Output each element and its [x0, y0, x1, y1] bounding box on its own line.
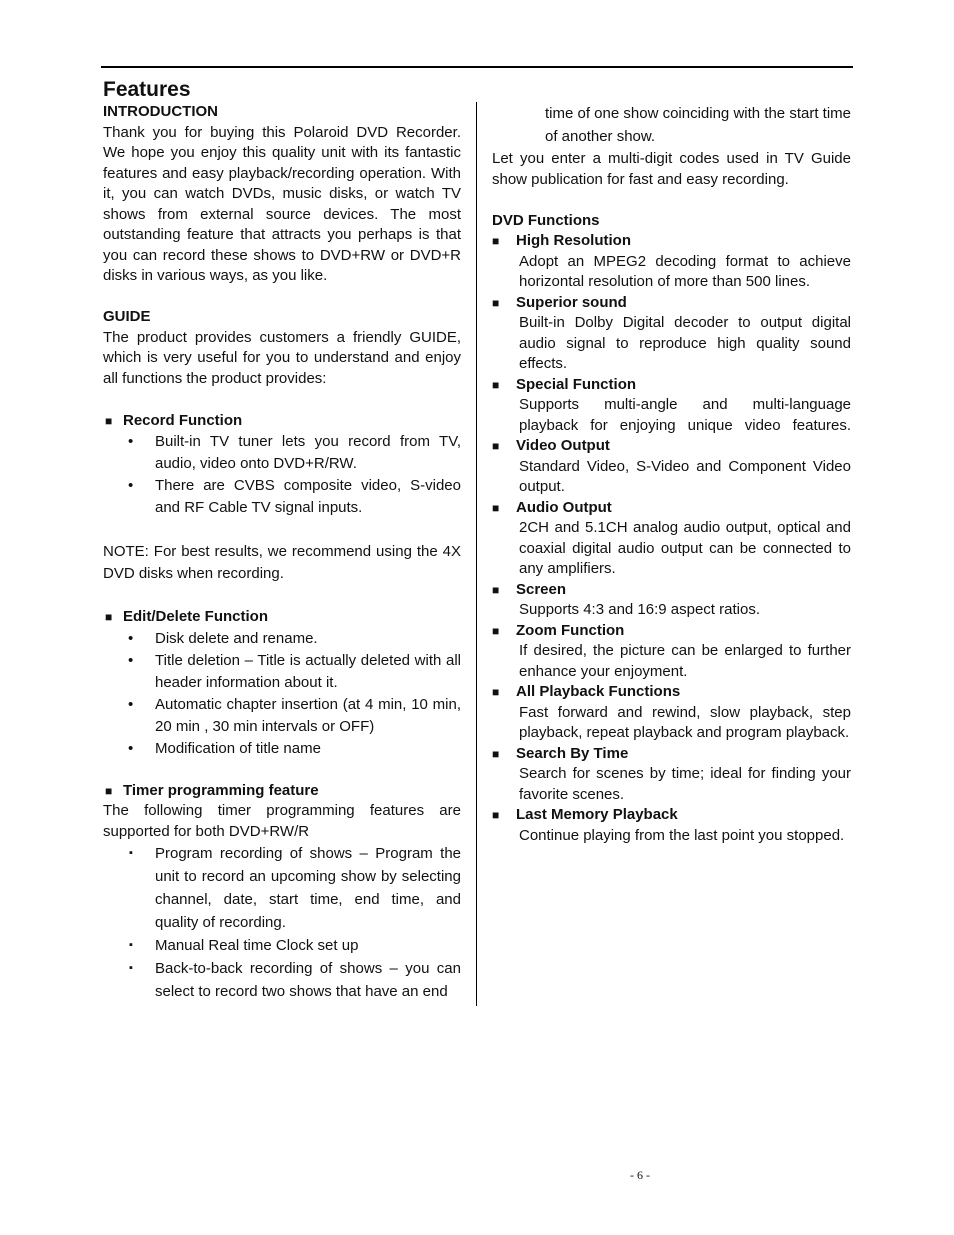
- feature-desc: Supports 4:3 and 16:9 aspect ratios.: [519, 601, 760, 618]
- feature-heading: ■ Last Memory Playback: [492, 805, 851, 826]
- feature-heading: ■ Superior sound: [492, 293, 851, 314]
- square-bullet-icon: ■: [105, 413, 113, 428]
- guide-heading: GUIDE: [103, 308, 151, 325]
- edit-list: [103, 628, 461, 760]
- feature-desc: If desired, the picture can be enlarged to further enhance your enjoyment.: [519, 642, 851, 680]
- timer-continuation: time of one show coinciding with the start time of another show.: [545, 105, 851, 145]
- square-bullet-icon: ■: [492, 746, 500, 761]
- list-item: ▪ Manual Real time Clock set up: [103, 934, 461, 957]
- square-bullet-icon: ■: [492, 582, 500, 597]
- list-item: • There are CVBS composite video, S-video and RF Cable TV signal inputs.: [128, 477, 461, 516]
- record-heading: ■ Record Function: [103, 411, 461, 432]
- dvd-heading: DVD Functions: [492, 211, 600, 229]
- dot-bullet-icon: •: [128, 695, 134, 713]
- dot-bullet-icon: •: [128, 433, 134, 450]
- dot-bullet-icon: •: [128, 651, 134, 669]
- list-item: • Built-in TV tuner lets you record from TV, audio, video onto DVD+R/RW.: [128, 433, 461, 472]
- square-bullet-icon: ■: [492, 623, 500, 638]
- top-rule: [101, 66, 853, 68]
- small-square-bullet-icon: ▪: [129, 962, 133, 974]
- intro-text: Thank you for buying this Polaroid DVD Recorder. We hope you enjoy this quality unit with its fantastic features and easy playback/recording operation. With it, you can watch DVDs, music disks, or watch TV shows from external source devices. The most outstanding feature that attracts you perhaps is that you can record these shows to DVD+RW or DVD+R disks in various ways, as you like.: [103, 123, 461, 284]
- feature-desc: Adopt an MPEG2 decoding format to achieve horizontal resolution of more than 500 lines.: [519, 252, 851, 290]
- feature-heading: ■ Zoom Function: [492, 621, 851, 642]
- square-bullet-icon: ■: [492, 500, 500, 515]
- edit-heading: ■ Edit/Delete Function: [103, 607, 461, 628]
- feature-heading: ■ Screen: [492, 580, 851, 601]
- feature-desc: Continue playing from the last point you stopped.: [519, 826, 845, 844]
- right-column: [492, 103, 851, 846]
- page-title: Features: [103, 78, 191, 101]
- list-item: • Automatic chapter insertion (at 4 min, 10 min, 20 min , 30 min intervals or OFF): [128, 695, 461, 735]
- feature-desc: Fast forward and rewind, slow playback, step playback, repeat playback and program playback.: [519, 703, 851, 741]
- feature-desc: Standard Video, S-Video and Component Video output.: [519, 457, 851, 495]
- dvd-features: [492, 231, 851, 846]
- note-text: NOTE: For best results, we recommend using the 4X DVD disks when recording.: [103, 543, 461, 582]
- timer-heading: ■ Timer programming feature: [103, 781, 461, 802]
- feature-desc: Supports multi-angle and multi-language playback for enjoying unique video features.: [519, 396, 851, 434]
- page-number: - 6 -: [630, 1168, 650, 1182]
- left-column: [103, 102, 461, 1003]
- tv-guide-text: Let you enter a multi-digit codes used in TV Guide show publication for fast and easy recording.: [492, 150, 851, 188]
- square-bullet-icon: ■: [492, 234, 500, 248]
- square-bullet-icon: ■: [105, 610, 113, 624]
- square-bullet-icon: ■: [492, 808, 500, 822]
- dot-bullet-icon: •: [128, 629, 134, 647]
- square-bullet-icon: ■: [492, 295, 500, 310]
- timer-intro: The following timer programming features are supported for both DVD+RW/R: [103, 802, 461, 840]
- column-divider: [476, 102, 477, 1006]
- list-item: • Modification of title name: [103, 738, 461, 760]
- feature-heading: ■ Video Output: [492, 436, 851, 457]
- square-bullet-icon: ■: [492, 377, 500, 392]
- timer-list: [103, 842, 461, 1003]
- small-square-bullet-icon: ▪: [129, 847, 133, 859]
- feature-heading: ■ Search By Time: [492, 744, 851, 765]
- list-item: • Title deletion – Title is actually deleted with all header information about it.: [128, 651, 461, 691]
- list-item: ▪ Back-to-back recording of shows – you can select to record two shows that have an end: [103, 957, 461, 1003]
- list-item: ▪ Program recording of shows – Program the unit to record an upcoming show by selecting channel, date, start time, end time, and quality of recording.: [103, 842, 461, 934]
- record-list: [103, 431, 461, 519]
- square-bullet-icon: ■: [105, 783, 113, 798]
- feature-heading: ■ High Resolution: [492, 231, 851, 252]
- feature-heading: ■ All Playback Functions: [492, 682, 851, 703]
- square-bullet-icon: ■: [492, 439, 500, 453]
- dot-bullet-icon: •: [128, 477, 134, 494]
- guide-text: The product provides customers a friendly GUIDE, which is very useful for you to understand and enjoy all functions the product provides:: [103, 328, 461, 387]
- square-bullet-icon: ■: [492, 685, 500, 699]
- small-square-bullet-icon: ▪: [129, 939, 133, 951]
- dot-bullet-icon: •: [128, 739, 134, 757]
- feature-desc: 2CH and 5.1CH analog audio output, optical and coaxial digital audio output can be connected to any amplifiers.: [519, 519, 851, 577]
- feature-heading: ■ Special Function: [492, 375, 851, 396]
- list-item: • Disk delete and rename.: [103, 628, 461, 650]
- feature-heading: ■ Audio Output: [492, 498, 851, 519]
- feature-desc: Search for scenes by time; ideal for finding your favorite scenes.: [519, 765, 851, 803]
- feature-desc: Built-in Dolby Digital decoder to output digital audio signal to reproduce high quality sound effects.: [519, 314, 851, 372]
- intro-heading: INTRODUCTION: [103, 103, 218, 120]
